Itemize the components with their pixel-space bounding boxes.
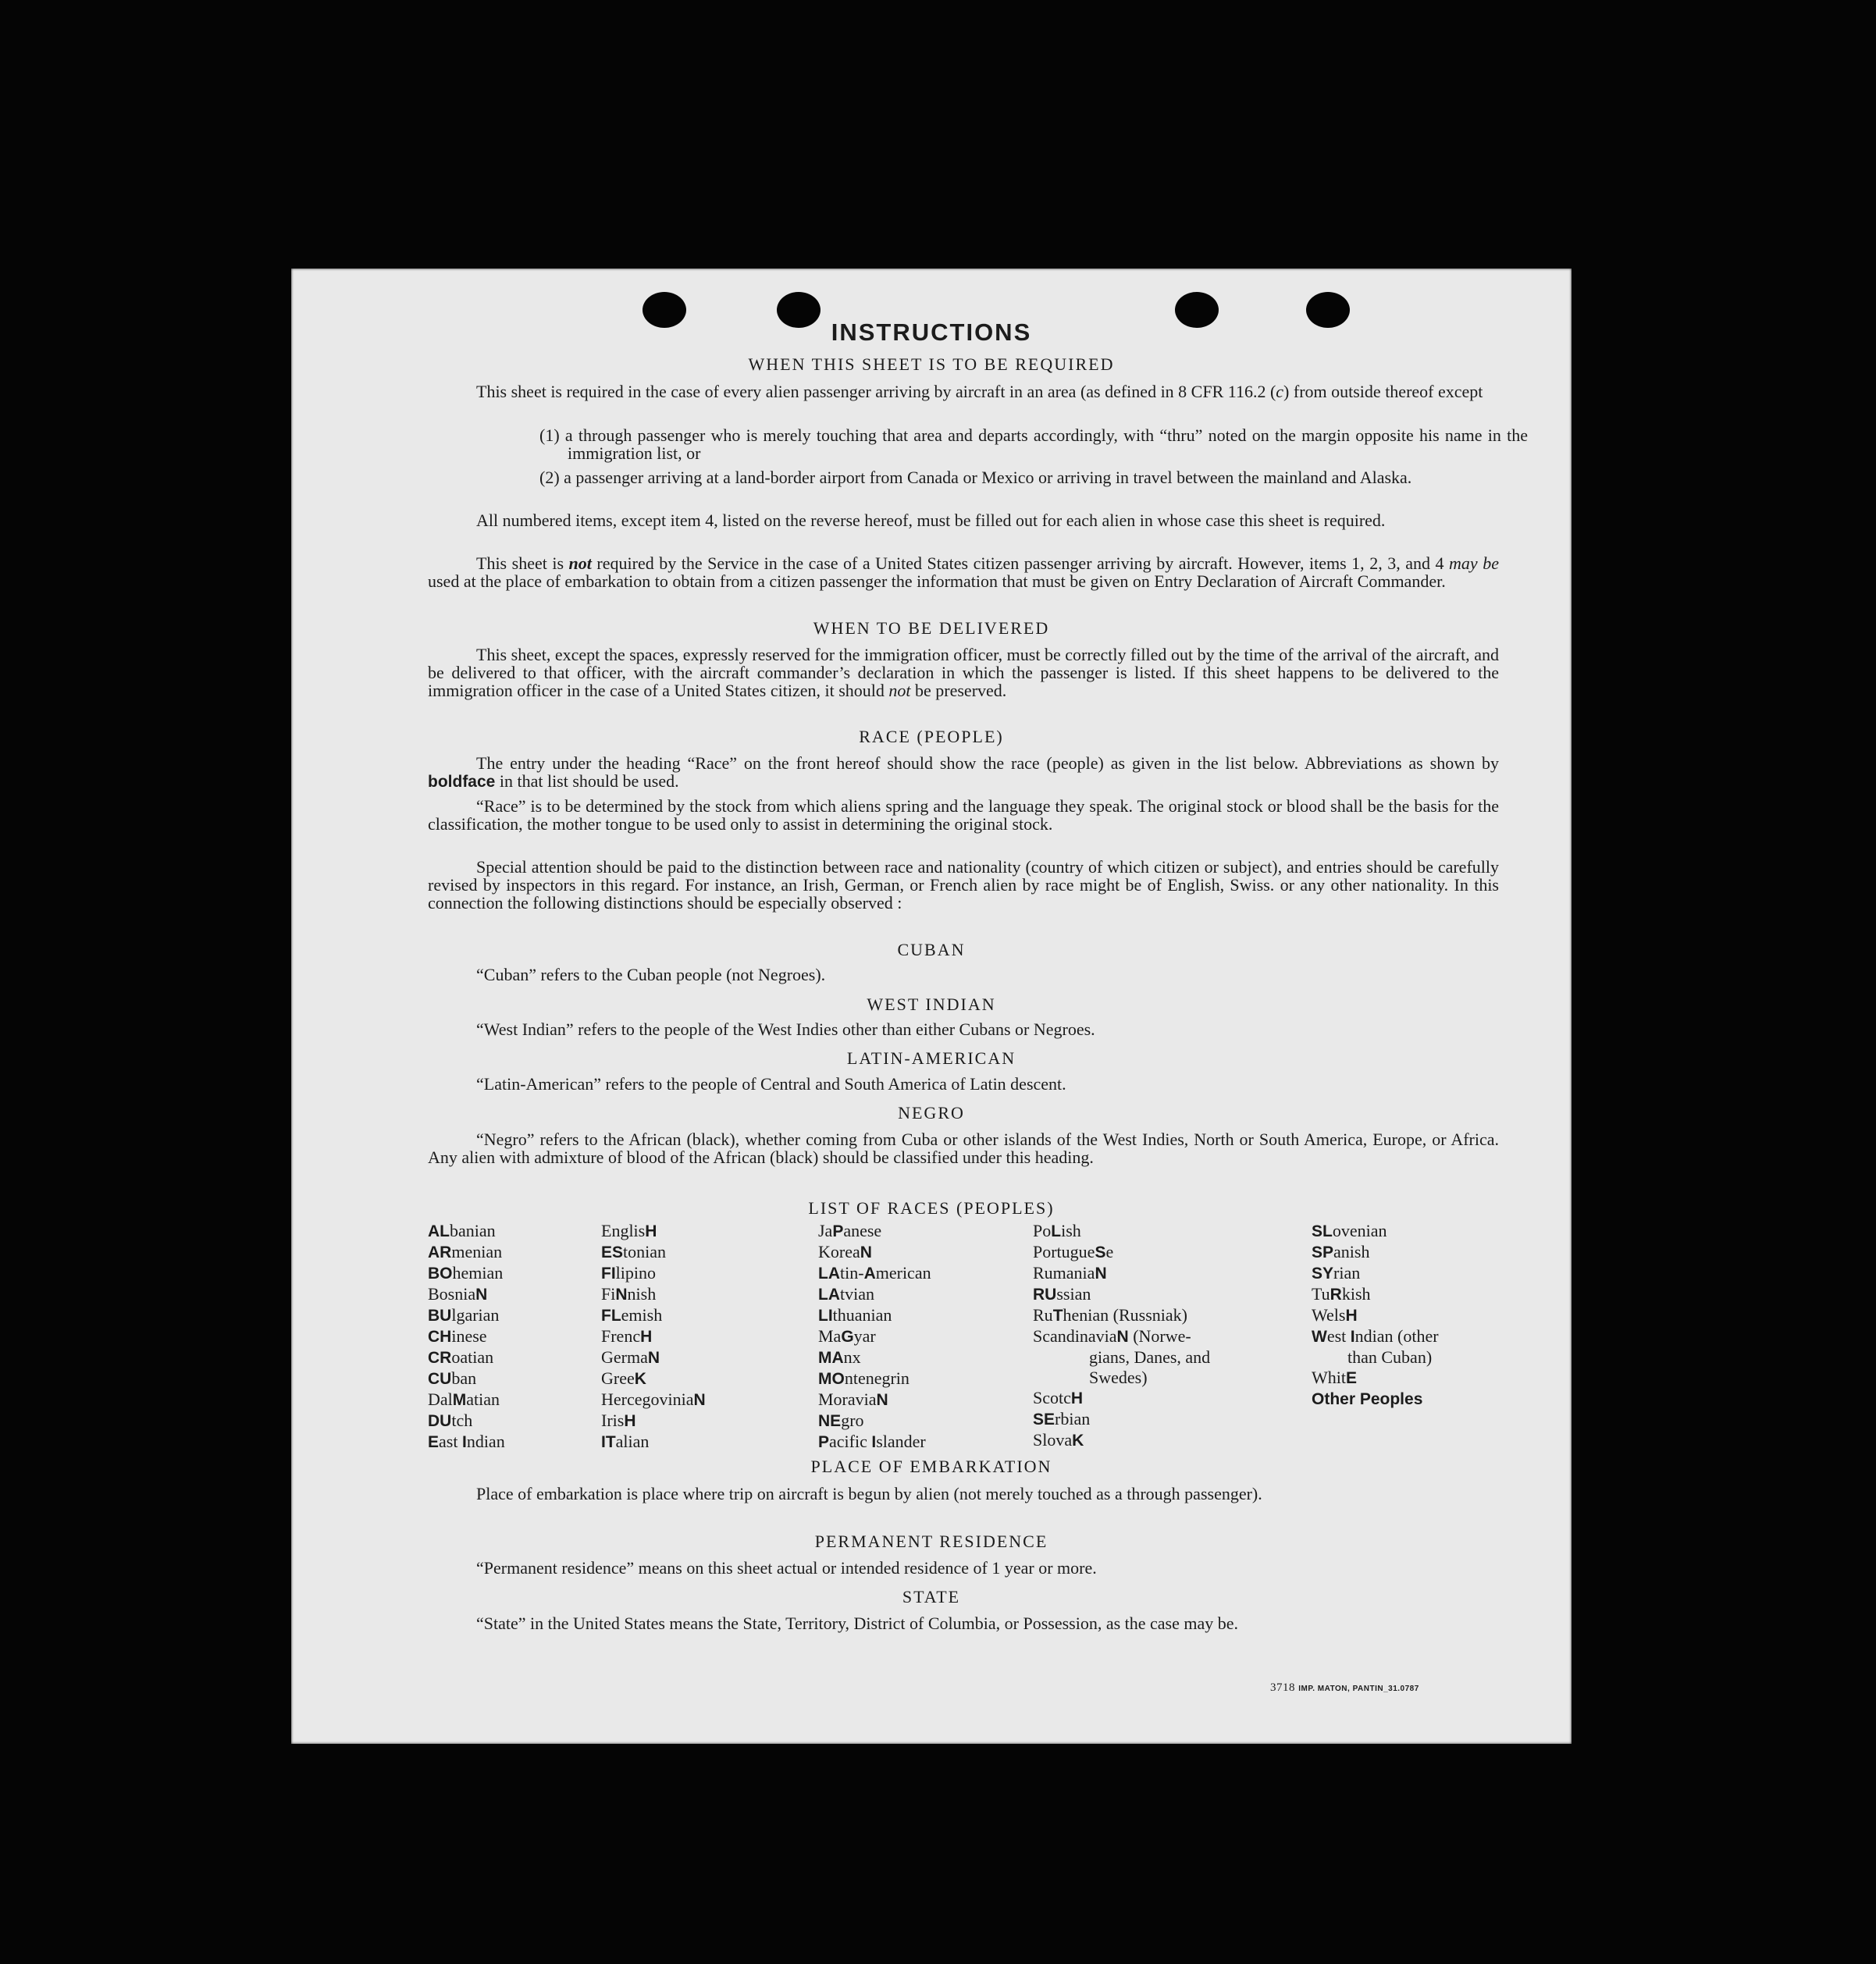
paragraph: This sheet is not required by the Service in the case of a United States citizen passenger arriving by aircraft. However, items 1, 2, 3, and 4 may be used at the place of embarkation to obtain from a citizen passenger the information that must be given on Entry Declaration of Aircraft Commander. [428,553,1499,591]
race-item: RumaniaN [1033,1263,1107,1283]
races-column-2 [601,1221,706,1453]
heading-when-delivered: WHEN TO BE DELIVERED [813,618,1050,638]
race-item: RUssian [1033,1284,1091,1304]
race-item: Other Peoples [1312,1390,1423,1408]
race-item: EnglisH [601,1221,657,1240]
race-item: FLemish [601,1305,663,1325]
list-item: (1) a through passenger who is merely touching that area and departs accordingly, with “thru” noted on the margin opposite his name in the immigration list, or [539,425,1528,463]
race-item: GreeK [601,1368,646,1388]
race-item: IrisH [601,1411,636,1430]
paragraph: This sheet, except the spaces, expressly reserved for the immigration officer, must be correctly filled out by the time of the arrival of the aircraft, and be delivered to that officer, with the aircraft commander’s declaration in which the passenger is listed. If this sheet happens to be delivered to the immigration officer in the case of a United States citizen, it should not be preserved. [428,645,1499,700]
race-item: HercegoviniaN [601,1389,706,1409]
paragraph: “Negro” refers to the African (black), whether coming from Cuba or other islands of the West Indies, North or South America, Europe, or Africa. Any alien with admixture of blood of the African (black) should be classified under this heading. [428,1130,1499,1167]
paragraph: “State” in the United States means the State, Territory, District of Columbia, or Possession, as the case may be. [476,1614,1239,1633]
heading-state: STATE [902,1587,961,1606]
page-title: INSTRUCTIONS [831,318,1032,346]
heading-list-of-races: LIST OF RACES (PEOPLES) [808,1198,1055,1218]
paragraph: Place of embarkation is place where trip on aircraft is begun by alien (not merely touched as a through passenger). [476,1484,1262,1503]
heading-place-of-embarkation: PLACE OF EMBARKATION [810,1457,1052,1476]
heading-latin-american: LATIN-AMERICAN [846,1048,1016,1068]
heading-west-indian: WEST INDIAN [867,994,996,1014]
race-item: West Indian (other [1312,1326,1439,1346]
race-item: SYrian [1312,1263,1361,1283]
paragraph: “Cuban” refers to the Cuban people (not Negroes). [476,965,826,984]
paragraph: The entry under the heading “Race” on the front hereof should show the race (people) as given in the list below. Abbreviations as shown by boldface in that list should be used. [428,753,1499,791]
heading-permanent-residence: PERMANENT RESIDENCE [814,1532,1048,1551]
race-item: BUlgarian [428,1305,500,1325]
race-item: MoraviaN [818,1389,888,1409]
race-item: KoreaN [818,1242,872,1261]
race-item: BOhemian [428,1263,504,1283]
race-item: WhitE [1312,1368,1358,1387]
race-item: GermaN [601,1347,660,1367]
races-column-1 [428,1221,505,1453]
race-item: FIlipino [601,1263,657,1283]
race-item-continued: gians, Danes, and [1089,1347,1211,1367]
race-item: CHinese [428,1326,487,1346]
race-item: EStonian [601,1242,667,1261]
race-item: MOntenegrin [818,1368,910,1388]
paragraph: This sheet is required in the case of every alien passenger arriving by aircraft in an area (as defined in 8 CFR 116.2 (c) from outside thereof except [476,382,1483,401]
races-column-4 [1033,1221,1210,1451]
race-item: ARmenian [428,1242,503,1261]
race-item: MaGyar [818,1326,876,1346]
printer-name: IMP. MATON, PANTIN_31.0787 [1298,1685,1419,1693]
race-item: PoLish [1033,1221,1081,1240]
paragraph: “Race” is to be determined by the stock from which aliens spring and the language they speak. The original stock or blood shall be the basis for the classification, the mother tongue to be used only to assist in determining the original stock. [428,796,1499,834]
race-item: SPanish [1312,1242,1370,1261]
race-item: LAtin-American [818,1263,931,1283]
race-item: BosniaN [428,1284,488,1304]
race-item: RuThenian (Russniak) [1033,1305,1187,1325]
race-item: DUtch [428,1411,473,1430]
paragraph: All numbered items, except item 4, listed on the reverse hereof, must be filled out for each alien in whose case this sheet is required. [476,511,1386,530]
race-item-continued: than Cuban) [1347,1347,1433,1367]
race-item: DalMatian [428,1389,500,1409]
heading-negro: NEGRO [898,1103,965,1123]
paragraph: “Permanent residence” means on this sheet actual or intended residence of 1 year or more. [476,1558,1097,1578]
race-item: ITalian [601,1432,650,1451]
heading-cuban: CUBAN [897,940,966,959]
race-item: SLovenian [1312,1221,1387,1240]
race-item: FrencH [601,1326,653,1346]
race-item: SlovaK [1033,1430,1084,1450]
race-item: PortugueSe [1033,1242,1114,1261]
printer-imprint [1270,1681,1419,1695]
race-item: ScotcH [1033,1388,1084,1407]
document-sheet [291,269,1572,1744]
race-item: SErbian [1033,1409,1091,1429]
race-item: LIthuanian [818,1305,892,1325]
list-item: (2) a passenger arriving at a land-border airport from Canada or Mexico or arriving in travel between the mainland and Alaska. [539,468,1412,487]
races-column-3 [818,1221,931,1453]
heading-race: RACE (PEOPLE) [859,727,1004,746]
races-list [428,1221,1521,1455]
race-item: CRoatian [428,1347,494,1367]
paragraph: Special attention should be paid to the distinction between race and nationality (country of which citizen or subject), and entries should be carefully revised by inspectors in this regard. For instance, an Irish, German, or French alien by race might be of English, Swiss. or any other nationality. In this connection the following distinctions should be especially observed : [428,857,1499,913]
races-column-5 [1312,1221,1439,1410]
race-item: MAnx [818,1347,861,1367]
form-number: 3718 [1270,1681,1295,1694]
race-item: LAtvian [818,1284,874,1304]
paragraph: “Latin-American” refers to the people of Central and South America of Latin descent. [476,1074,1066,1094]
race-item: JaPanese [818,1221,882,1240]
heading-when-required: WHEN THIS SHEET IS TO BE REQUIRED [748,354,1115,374]
paragraph: “West Indian” refers to the people of the West Indies other than either Cubans or Negroes. [476,1019,1095,1039]
race-item-continued: Swedes) [1089,1368,1148,1387]
race-item: NEgro [818,1411,864,1430]
race-item: TuRkish [1312,1284,1371,1304]
race-item: Pacific Islander [818,1432,926,1451]
race-item: ALbanian [428,1221,496,1240]
race-item: ScandinaviaN (Norwe- [1033,1326,1191,1346]
race-item: East Indian [428,1432,505,1451]
race-item: FiNnish [601,1284,657,1304]
race-item: WelsH [1312,1305,1358,1325]
race-item: CUban [428,1368,477,1388]
